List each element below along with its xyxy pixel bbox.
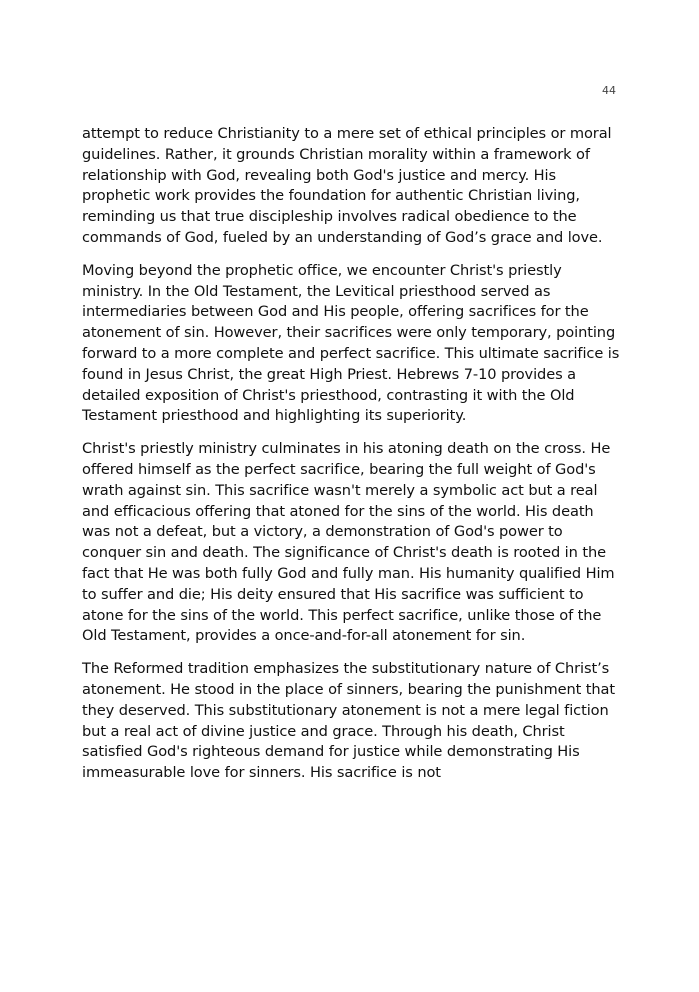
paragraph-1: attempt to reduce Christianity to a mere set of ethical principles or moral guidelines. Rather, it grounds Christian morality within a framework of relationship with God, revealing both God's justice and mercy. His prophetic work provides the foundation for authentic Christian living, reminding us that true discipleship involves radical obedience to the commands of God, fueled by an understanding of God’s grace and love.	[82, 125, 612, 246]
paragraph-3: Christ's priestly ministry culminates in his atoning death on the cross. He offered himself as the perfect sacrifice, bearing the full weight of God's wrath against sin. This sacrifice wasn't merely a symbolic act but a real and efficacious offering that atoned for the sins of the world. His death was not a defeat, but a victory, a demonstration of God's power to conquer sin and death. The significance of Christ's death is rooted in the fact that He was both fully God and fully man. His humanity qualified Him to suffer and die; His deity ensured that His sacrifice was sufficient to atone for the sins of the world. This perfect sacrifice, unlike those of the Old Testament, provides a once-and-for-all atonement for sin.	[82, 440, 615, 645]
page-number: 44	[602, 84, 616, 97]
paragraph-4: The Reformed tradition emphasizes the substitutionary nature of Christ’s atonement. He stood in the place of sinners, bearing the punishment that they deserved. This substitutionary atonement is not a mere legal fiction but a real act of divine justice and grace. Through his death, Christ satisfied God's righteous demand for justice while demonstrating His immeasurable love for sinners. His sacrifice is not	[82, 660, 615, 782]
paragraph-2: Moving beyond the prophetic office, we encounter Christ's priestly ministry. In the Old Testament, the Levitical priesthood served as intermediaries between God and His people, offering sacrifices for the atonement of sin. However, their sacrifices were only temporary, pointing forward to a more complete and perfect sacrifice. This ultimate sacrifice is found in Jesus Christ, the great High Priest. Hebrews 7-10 provides a detailed exposition of Christ's priesthood, contrasting it with the Old Testament priesthood and highlighting its superiority.	[82, 261, 620, 425]
body-text	[82, 124, 622, 796]
